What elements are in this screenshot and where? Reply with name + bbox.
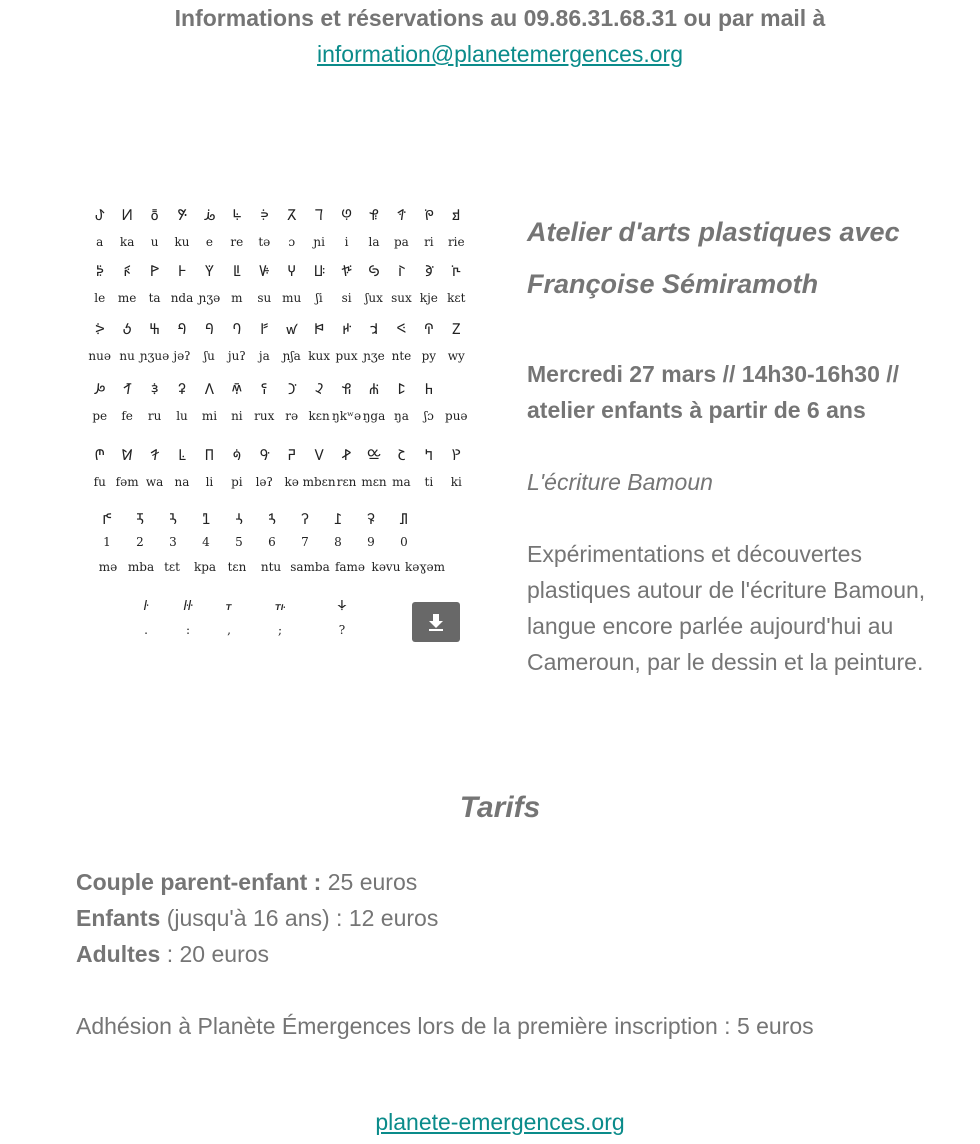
- glyph-label: ɲʃa: [282, 349, 301, 363]
- bamoun-alphabet-chart: [76, 200, 476, 660]
- glyph-label: si: [341, 291, 352, 305]
- contact-info: [0, 0, 980, 72]
- glyph-label: su: [257, 291, 272, 305]
- glyph-label: ɲʒe: [363, 349, 385, 363]
- bamoun-glyph: ꚩ: [341, 206, 353, 224]
- bamoun-glyph: ꚶ: [313, 262, 325, 280]
- glyph-label: ki: [450, 475, 462, 489]
- glyph-label: pe: [92, 409, 108, 423]
- glyph-label: re: [230, 235, 244, 249]
- bamoun-glyph: ꛂ: [260, 320, 269, 338]
- glyph-label: rɛn: [336, 475, 357, 489]
- numeral-glyph: ꛩ: [235, 510, 243, 528]
- bamoun-glyph: ꚥ: [232, 206, 242, 224]
- glyph-label: ɲʒuə: [139, 349, 170, 363]
- glyph-label: a: [96, 235, 104, 249]
- glyph-label: ŋa: [393, 409, 409, 423]
- bamoun-glyph: ꚲ: [205, 262, 214, 280]
- numeral-name: tɛt: [164, 560, 180, 574]
- punctuation-glyph: ꛵: [225, 598, 233, 614]
- event-description: Expérimentations et découvertes plastiques autour de l'écriture Bamoun, langue encore parlée aujourd'hui au Cameroun, par le dessin et la peinture.: [527, 541, 926, 675]
- bamoun-glyph: ꛉ: [451, 320, 461, 338]
- numeral-glyph: ꛪ: [268, 510, 276, 528]
- numeral-glyph: ꛭ: [366, 510, 376, 528]
- bamoun-glyph: ꛘ: [121, 446, 133, 464]
- punctuation-glyph: ꛷: [337, 598, 347, 614]
- bamoun-glyph: ꛙ: [150, 446, 160, 464]
- bamoun-glyph: ꚪ: [369, 206, 379, 224]
- bamoun-glyph: ꚱ: [177, 262, 187, 280]
- price-label: Enfants: [76, 905, 161, 931]
- glyph-label: pi: [231, 475, 243, 489]
- bamoun-glyph: ꛇ: [396, 320, 407, 338]
- glyph-label: wy: [447, 349, 465, 363]
- bamoun-glyph: ꛛ: [204, 446, 215, 464]
- numeral-label: 4: [202, 535, 210, 549]
- bamoun-glyph: ꛕ: [397, 380, 406, 398]
- numeral-name: mba: [127, 560, 155, 574]
- tarifs-heading: Tarifs: [459, 791, 541, 824]
- bamoun-glyph: ꚹ: [397, 262, 406, 280]
- punctuation-label: :: [185, 623, 191, 637]
- punctuation-label: .: [144, 623, 148, 637]
- bamoun-glyph: ꚭ: [451, 206, 461, 224]
- event-subtitle: L'écriture Bamoun: [527, 469, 713, 495]
- numeral-glyph: ꛫ: [300, 510, 310, 528]
- download-arrow-icon: [426, 612, 446, 632]
- bamoun-glyph: ꚽ: [122, 320, 132, 338]
- bamoun-glyph: ꚿ: [177, 320, 187, 338]
- bamoun-glyph: ꛣ: [424, 446, 434, 464]
- glyph-label: ja: [258, 349, 270, 363]
- bamoun-glyph: ꚯ: [122, 262, 132, 280]
- punctuation-label: ,: [227, 623, 231, 637]
- glyph-label: py: [421, 349, 437, 363]
- event-dates-line2: atelier enfants à partir de 6 ans: [527, 397, 866, 423]
- numeral-label: 7: [301, 535, 309, 549]
- numeral-label: 9: [367, 535, 375, 549]
- punctuation-label: ;: [277, 623, 283, 637]
- price-value: (jusqu'à 16 ans) : 12 euros: [160, 905, 439, 931]
- bamoun-glyph: ꛃ: [285, 320, 298, 338]
- price-item: [76, 936, 438, 972]
- glyph-label: ka: [119, 235, 135, 249]
- glyph-label: tə: [258, 235, 271, 249]
- punctuation-glyph: ꛴: [183, 598, 193, 614]
- price-label: Adultes: [76, 941, 161, 967]
- bamoun-glyph: ꚨ: [315, 206, 324, 224]
- bamoun-glyph: ꚾ: [149, 320, 161, 338]
- price-item: [76, 900, 438, 936]
- glyph-label: mu: [282, 291, 302, 305]
- glyph-label: ru: [147, 409, 162, 423]
- bamoun-glyph: ꚢ: [150, 206, 159, 224]
- glyph-label: rux: [254, 409, 275, 423]
- membership-fee: Adhésion à Planète Émergences lors de la première inscription : 5 euros: [76, 1013, 814, 1039]
- bamoun-glyph: ꛗ: [94, 446, 106, 464]
- numeral-name: kpa: [193, 560, 217, 574]
- glyph-label: pux: [335, 349, 358, 363]
- bamoun-glyph: ꛞ: [287, 446, 297, 464]
- glyph-label: i: [344, 235, 349, 249]
- numeral-label: 1: [103, 535, 111, 549]
- numeral-label: 8: [334, 535, 342, 549]
- glyph-label: ʃu: [203, 349, 215, 363]
- glyph-label: ɲi: [313, 235, 325, 249]
- glyph-label: mi: [201, 409, 218, 423]
- bamoun-glyph: ꛢ: [397, 446, 406, 464]
- price-value: : 20 euros: [160, 941, 270, 967]
- glyph-label: kux: [308, 349, 331, 363]
- bamoun-glyph: ꛖ: [424, 380, 434, 398]
- bamoun-glyph: ꛐ: [260, 380, 268, 398]
- bamoun-glyph: ꛜ: [232, 446, 242, 464]
- numeral-name: samba: [290, 560, 330, 574]
- glyph-label: puə: [445, 409, 468, 423]
- bamoun-glyph: ꚫ: [396, 206, 406, 224]
- price-item: [76, 864, 438, 900]
- punctuation-glyph: ꛳: [143, 598, 149, 614]
- glyph-label: ləʔ: [255, 475, 273, 489]
- numeral-label: 2: [136, 535, 144, 549]
- bamoun-glyph: ꛒ: [315, 380, 324, 398]
- glyph-label: pa: [394, 235, 409, 249]
- price-value: 25 euros: [321, 869, 418, 895]
- bamoun-glyph: ꛌ: [150, 380, 159, 398]
- bamoun-glyph: ꚷ: [341, 262, 352, 280]
- bamoun-glyph: ꛑ: [287, 380, 297, 398]
- price-label: Couple parent-enfant :: [76, 869, 322, 895]
- glyph-label: kɛt: [447, 291, 466, 305]
- glyph-label: wa: [145, 475, 164, 489]
- glyph-label: nda: [170, 291, 194, 305]
- glyph-label: nte: [391, 349, 412, 363]
- bamoun-alphabet-image: [76, 200, 476, 660]
- bamoun-glyph: ꛎ: [204, 380, 214, 398]
- bamoun-glyph: ꛁ: [232, 320, 242, 338]
- numeral-label: 5: [235, 535, 243, 549]
- glyph-label: le: [94, 291, 106, 305]
- numeral-name: tɛn: [227, 560, 247, 574]
- numeral-label: 6: [268, 535, 276, 549]
- glyph-label: mɛn: [361, 475, 387, 489]
- glyph-label: kɛn: [308, 409, 330, 423]
- event-details: [527, 206, 947, 680]
- bamoun-glyph: ꛏ: [231, 380, 243, 398]
- glyph-label: juʔ: [227, 349, 246, 363]
- contact-text: Informations et réservations au 09.86.31.68.31 ou par mail à: [174, 5, 826, 31]
- bamoun-glyph: ꛠ: [341, 446, 352, 464]
- glyph-label: li: [205, 475, 214, 489]
- numeral-name: mə: [98, 560, 118, 574]
- download-button[interactable]: [412, 602, 460, 642]
- numeral-glyph: ꛬ: [334, 510, 342, 528]
- numeral-label: 0: [400, 535, 408, 549]
- bamoun-glyph: ꚠ: [94, 206, 105, 224]
- numeral-name: kəvu: [371, 560, 401, 574]
- numeral-name: kəɣəm: [404, 560, 446, 574]
- email-link[interactable]: information@planetemergences.org: [317, 41, 683, 67]
- bamoun-glyph: ꚣ: [177, 206, 187, 224]
- price-list: [76, 864, 438, 972]
- glyph-label: ku: [174, 235, 190, 249]
- bamoun-glyph: ꛈ: [423, 320, 434, 338]
- numeral-name: ntu: [260, 560, 282, 574]
- numeral-glyph: ꛧ: [169, 510, 177, 528]
- glyph-label: lu: [176, 409, 188, 423]
- bamoun-glyph: ꚸ: [368, 262, 380, 280]
- numeral-label: 3: [169, 535, 177, 549]
- event-dates-line1: Mercredi 27 mars // 14h30-16h30 //: [527, 361, 900, 387]
- glyph-label: e: [205, 235, 213, 249]
- event-title-line2: Françoise Sémiramoth: [527, 269, 819, 299]
- glyph-label: ta: [148, 291, 161, 305]
- glyph-label: ʃux: [365, 291, 383, 305]
- bamoun-glyph: ꚴ: [259, 262, 270, 280]
- event-title-line1: Atelier d'arts plastiques avec: [527, 217, 900, 247]
- bamoun-glyph: ꚤ: [204, 206, 215, 224]
- glyph-label: la: [368, 235, 380, 249]
- glyph-label: rie: [447, 235, 465, 249]
- website-link[interactable]: planete-emergences.org: [375, 1109, 625, 1135]
- event-title: [527, 206, 947, 310]
- bamoun-glyph: ꛅ: [342, 320, 352, 338]
- glyph-label: ŋkʷə: [332, 409, 362, 423]
- bamoun-glyph: ꚬ: [423, 206, 434, 224]
- bamoun-glyph: ꛊ: [94, 380, 106, 398]
- glyph-label: ti: [424, 475, 434, 489]
- bamoun-glyph: ꛝ: [259, 446, 270, 464]
- bamoun-glyph: ꛔ: [368, 380, 380, 398]
- glyph-label: ni: [231, 409, 243, 423]
- bamoun-glyph: ꛄ: [313, 320, 325, 338]
- bamoun-glyph: ꛋ: [122, 380, 132, 398]
- glyph-label: m: [231, 291, 243, 305]
- bamoun-glyph: ꚻ: [451, 262, 461, 280]
- numeral-glyph: ꛦ: [136, 510, 144, 528]
- numeral-glyph: ꛨ: [202, 510, 210, 528]
- bamoun-glyph: ꛤ: [451, 446, 461, 464]
- glyph-label: kə: [284, 475, 299, 489]
- bamoun-glyph: ꛍ: [177, 380, 187, 398]
- punctuation-label: ?: [338, 623, 346, 637]
- glyph-label: ŋga: [362, 409, 386, 423]
- glyph-label: na: [174, 475, 190, 489]
- event-dates: [527, 356, 947, 428]
- glyph-label: fe: [121, 409, 133, 423]
- bamoun-glyph: ꚰ: [149, 262, 160, 280]
- glyph-label: ɲʒə: [198, 291, 221, 305]
- glyph-label: mbɛn: [302, 475, 336, 489]
- glyph-label: nu: [119, 349, 135, 363]
- punctuation-glyph: ꛶: [274, 598, 286, 614]
- bamoun-glyph: ꛆ: [369, 320, 379, 338]
- bamoun-glyph: ꚵ: [287, 262, 297, 280]
- glyph-label: ʃi: [315, 291, 323, 305]
- bamoun-glyph: ꚡ: [121, 206, 133, 224]
- glyph-label: kje: [419, 291, 438, 305]
- glyph-label: ʃɔ: [423, 409, 434, 423]
- bamoun-glyph: ꛀ: [204, 320, 215, 338]
- numeral-name: famə: [334, 560, 366, 574]
- glyph-label: ri: [424, 235, 434, 249]
- numeral-glyph: ꛮ: [399, 510, 409, 528]
- glyph-label: rə: [285, 409, 299, 423]
- glyph-label: sux: [391, 291, 412, 305]
- glyph-label: me: [117, 291, 137, 305]
- glyph-label: nuə: [88, 349, 111, 363]
- glyph-label: ɔ: [288, 235, 296, 249]
- bamoun-glyph: ꚳ: [232, 262, 241, 280]
- bamoun-glyph: ꚼ: [94, 320, 105, 338]
- bamoun-glyph: ꛚ: [178, 446, 186, 464]
- footer: [0, 1104, 980, 1140]
- bamoun-glyph: ꛡ: [367, 446, 381, 464]
- glyph-label: fu: [93, 475, 106, 489]
- glyph-label: jəʔ: [173, 349, 191, 363]
- glyph-label: u: [150, 235, 159, 249]
- glyph-label: fəm: [115, 475, 139, 489]
- bamoun-glyph: ꚦ: [259, 206, 269, 224]
- bamoun-glyph: ꛟ: [314, 446, 324, 464]
- numeral-glyph: ꛥ: [102, 510, 112, 528]
- bamoun-glyph: ꚺ: [424, 262, 434, 280]
- bamoun-glyph: ꚮ: [95, 262, 104, 280]
- bamoun-glyph: ꚧ: [287, 206, 297, 224]
- glyph-label: ma: [392, 475, 411, 489]
- bamoun-glyph: ꛓ: [341, 380, 352, 398]
